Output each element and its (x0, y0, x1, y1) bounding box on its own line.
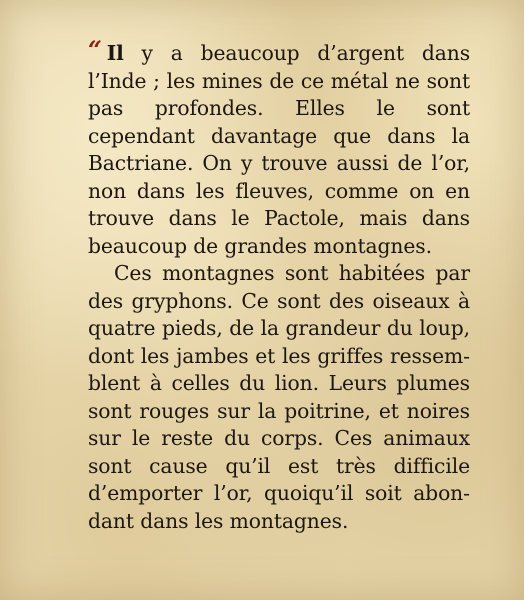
paragraph-1-text: y a beaucoup d’argent dans l’Inde ; les mines de ce métal ne sont pas profondes. Elles le sont cependant davantage que dans la Bactriane. On y trouve aussi de l’or, non dans les fleuves, comme on en trouve dans le Pactole, mais dans beaucoup de grandes montagnes. (88, 41, 470, 258)
paragraph-1 (88, 35, 470, 260)
text-block (88, 35, 470, 535)
opening-quote-mark: “ (88, 35, 102, 64)
paragraph-2-text: Ces montagnes sont habitées par des gryphons. Ce sont des oiseaux à quatre pieds, de la grandeur du loup, dont les jambes et les griffes ressemblent à celles du lion. Leurs plumes sont rouges sur la poitrine, et noires sur le reste du corps. Ces animaux sont cause qu’il est très difficile d’emporter l’or, quoiqu’il soit abondant dans les montagnes. (88, 261, 470, 533)
paragraph-1-lead-word: Il (106, 41, 124, 65)
paragraph-2 (88, 260, 470, 535)
